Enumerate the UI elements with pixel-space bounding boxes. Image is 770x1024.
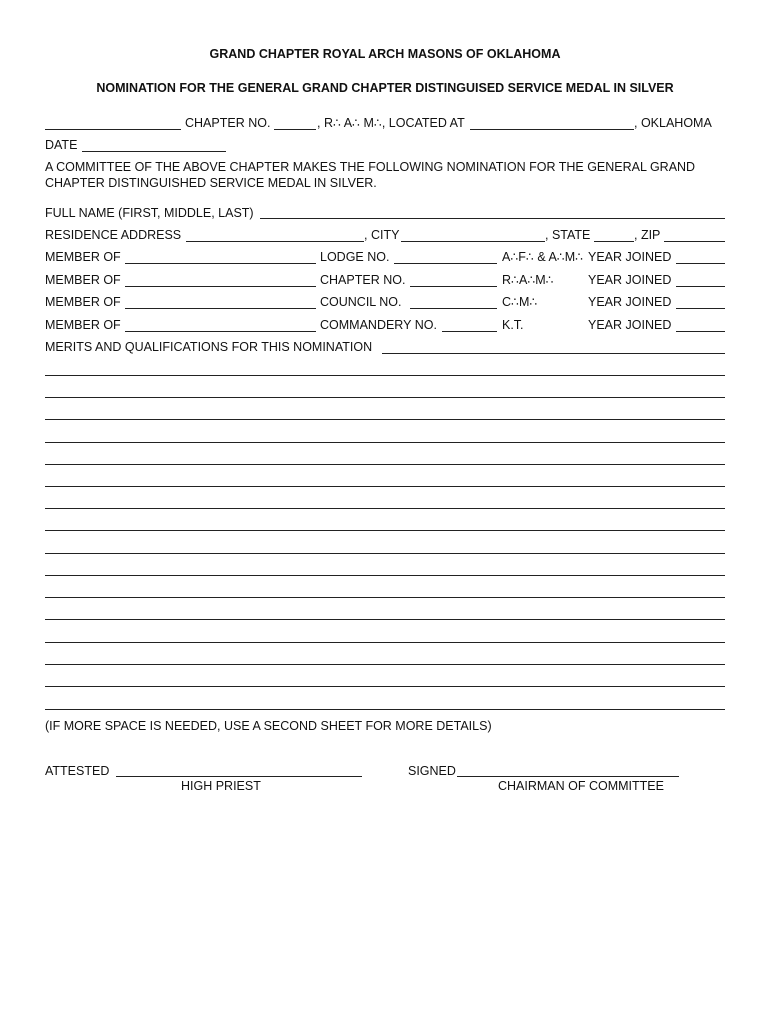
writing-line[interactable] <box>45 375 725 376</box>
council-no-field[interactable] <box>410 294 497 309</box>
member-of-label: MEMBER OF <box>45 273 121 287</box>
ram-located-label: , R∴ A∴ M∴, LOCATED AT <box>317 116 465 130</box>
council-no-label: COUNCIL NO. <box>320 295 402 309</box>
writing-line[interactable] <box>45 530 725 531</box>
writing-line[interactable] <box>45 442 725 443</box>
commandery-no-field[interactable] <box>442 317 497 332</box>
member-of-label: MEMBER OF <box>45 318 121 332</box>
writing-line[interactable] <box>45 597 725 598</box>
date-label: DATE <box>45 138 78 152</box>
residence-address-field[interactable] <box>186 227 364 242</box>
writing-line[interactable] <box>45 553 725 554</box>
chapter-abbr: R∴A∴M∴ <box>502 273 554 287</box>
council-year-field[interactable] <box>676 294 725 309</box>
commandery-abbr: K.T. <box>502 318 524 332</box>
city-label: , CITY <box>364 228 400 242</box>
chapter-no-field[interactable] <box>274 115 316 130</box>
chairman-label: CHAIRMAN OF COMMITTEE <box>498 779 664 793</box>
chapter-member-field[interactable] <box>125 272 316 287</box>
chapter-no-field[interactable] <box>410 272 497 287</box>
year-joined-label: YEAR JOINED <box>588 273 672 287</box>
attested-label: ATTESTED <box>45 764 110 778</box>
chapter-no-label: CHAPTER NO. <box>320 273 406 287</box>
writing-line[interactable] <box>45 686 725 687</box>
date-field[interactable] <box>82 137 226 152</box>
oklahoma-label: , OKLAHOMA <box>634 116 712 130</box>
high-priest-label: HIGH PRIEST <box>181 779 261 793</box>
merits-label: MERITS AND QUALIFICATIONS FOR THIS NOMINATION <box>45 340 373 354</box>
writing-line[interactable] <box>45 709 725 710</box>
writing-line[interactable] <box>45 508 725 509</box>
writing-line[interactable] <box>45 464 725 465</box>
city-field[interactable] <box>401 227 545 242</box>
full-name-label: FULL NAME (FIRST, MIDDLE, LAST) <box>45 206 254 220</box>
chapter-no-label: CHAPTER NO. <box>185 116 271 130</box>
state-label: , STATE <box>545 228 591 242</box>
writing-line[interactable] <box>45 642 725 643</box>
council-member-field[interactable] <box>125 294 316 309</box>
zip-field[interactable] <box>664 227 725 242</box>
residence-address-label: RESIDENCE ADDRESS <box>45 228 182 242</box>
signed-signature-field[interactable] <box>457 762 679 777</box>
lodge-no-label: LODGE NO. <box>320 250 390 264</box>
year-joined-label: YEAR JOINED <box>588 318 672 332</box>
intro-line-2: CHAPTER DISTINGUISHED SERVICE MEDAL IN SILVER. <box>45 176 377 190</box>
lodge-no-field[interactable] <box>394 249 497 264</box>
more-space-note: (IF MORE SPACE IS NEEDED, USE A SECOND SHEET FOR MORE DETAILS) <box>45 719 492 733</box>
writing-line[interactable] <box>45 664 725 665</box>
writing-line[interactable] <box>45 575 725 576</box>
commandery-no-label: COMMANDERY NO. <box>320 318 437 332</box>
year-joined-label: YEAR JOINED <box>588 250 672 264</box>
lodge-abbr: A∴F∴ & A∴M∴ <box>502 250 584 264</box>
chapter-year-field[interactable] <box>676 272 725 287</box>
location-field[interactable] <box>470 115 634 130</box>
year-joined-label: YEAR JOINED <box>588 295 672 309</box>
chapter-name-field[interactable] <box>45 115 181 130</box>
lodge-member-field[interactable] <box>125 249 316 264</box>
attested-signature-field[interactable] <box>116 762 362 777</box>
form-title: GRAND CHAPTER ROYAL ARCH MASONS OF OKLAHOMA <box>209 47 561 61</box>
full-name-field[interactable] <box>260 204 725 219</box>
lodge-year-field[interactable] <box>676 249 725 264</box>
state-field[interactable] <box>594 227 634 242</box>
form-subtitle: NOMINATION FOR THE GENERAL GRAND CHAPTER DISTINGUISED SERVICE MEDAL IN SILVER <box>96 81 674 95</box>
council-abbr: C∴M∴ <box>502 295 538 309</box>
writing-line[interactable] <box>45 419 725 420</box>
member-of-label: MEMBER OF <box>45 250 121 264</box>
signed-label: SIGNED <box>408 764 456 778</box>
intro-line-1: A COMMITTEE OF THE ABOVE CHAPTER MAKES THE FOLLOWING NOMINATION FOR THE GENERAL GRAND <box>45 160 696 174</box>
commandery-year-field[interactable] <box>676 317 725 332</box>
writing-line[interactable] <box>45 397 725 398</box>
writing-line[interactable] <box>45 486 725 487</box>
zip-label: , ZIP <box>634 228 661 242</box>
merits-field-first-line[interactable] <box>382 339 725 354</box>
commandery-member-field[interactable] <box>125 317 316 332</box>
writing-line[interactable] <box>45 619 725 620</box>
member-of-label: MEMBER OF <box>45 295 121 309</box>
